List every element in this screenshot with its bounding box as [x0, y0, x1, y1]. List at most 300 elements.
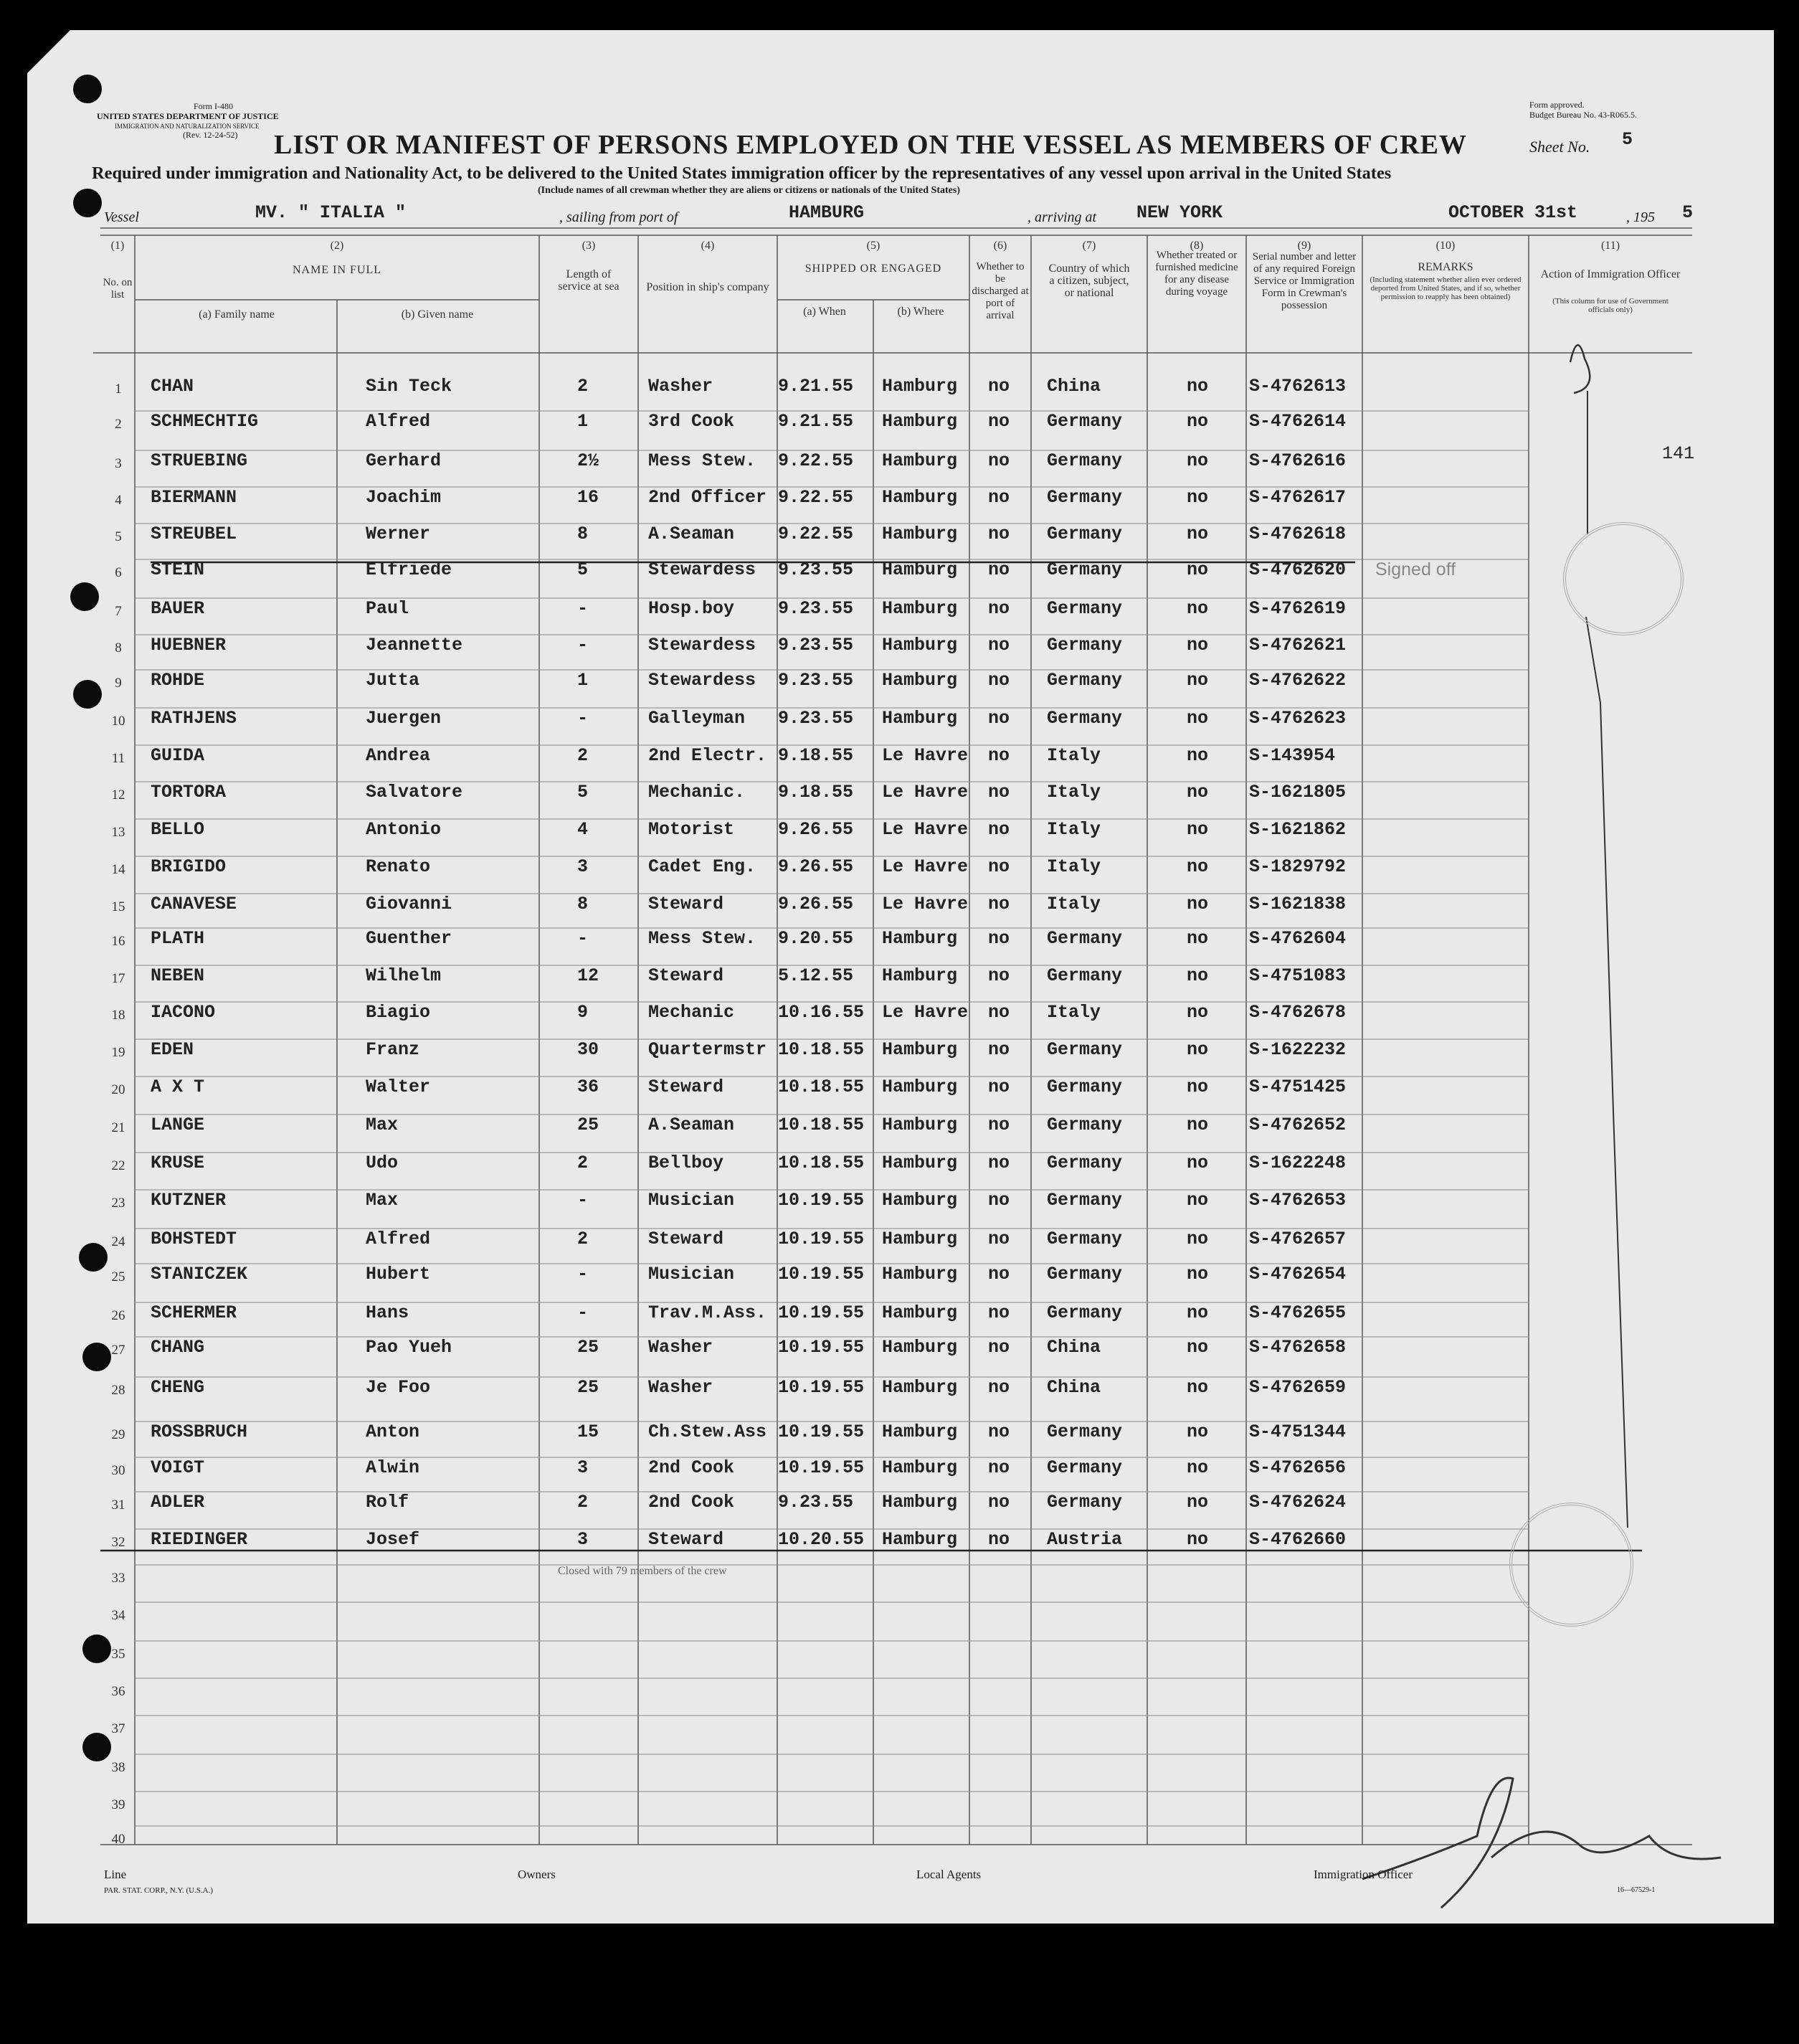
cell-position: Steward: [648, 1529, 724, 1550]
cell-serial-number: S-4762652: [1249, 1115, 1347, 1135]
cell-given-name: Josef: [366, 1529, 420, 1550]
cell-shipped-when: 9.21.55: [778, 376, 854, 397]
col-action-note: (This column for use of Government officials only): [1552, 297, 1669, 314]
cell-shipped-when: 10.19.55: [778, 1337, 865, 1358]
cell-serial-number: S-4762653: [1249, 1190, 1347, 1211]
cell-country: Germany: [1047, 487, 1123, 508]
cell-country: Germany: [1047, 928, 1123, 949]
cell-shipped-when: 9.22.55: [778, 487, 854, 508]
cell-serial-number: S-4762618: [1249, 524, 1347, 544]
cell-shipped-where: Hamburg: [882, 928, 958, 949]
cell-medicine: no: [1187, 928, 1209, 949]
printer-credit: PAR. STAT. CORP., N.Y. (U.S.A.): [104, 1886, 214, 1895]
cell-shipped-where: Le Havre: [882, 1002, 969, 1023]
cell-remarks: Signed off: [1375, 559, 1456, 579]
cell-given-name: Paul: [366, 598, 409, 619]
cell-position: Stewardess: [648, 559, 756, 580]
cell-discharged: no: [988, 1039, 1010, 1060]
cell-country: Italy: [1047, 1002, 1101, 1023]
page-title: LIST OR MANIFEST OF PERSONS EMPLOYED ON THE VESSEL AS MEMBERS OF CREW: [274, 130, 1467, 160]
row-number: 10: [111, 714, 125, 729]
cell-discharged: no: [988, 1229, 1010, 1249]
cell-shipped-when: 9.22.55: [778, 524, 854, 544]
cell-position: Washer: [648, 376, 713, 397]
cell-medicine: no: [1187, 1229, 1209, 1249]
col-family-header: (a) Family name: [199, 308, 275, 321]
cell-given-name: Guenther: [366, 928, 452, 949]
cell-given-name: Alwin: [366, 1457, 420, 1478]
cell-serial-number: S-1621862: [1249, 819, 1347, 840]
row-number: 21: [111, 1120, 125, 1135]
cell-position: 2nd Cook: [648, 1492, 735, 1513]
col-6-num: (6): [993, 240, 1007, 252]
cell-discharged: no: [988, 411, 1010, 432]
cell-given-name: Hubert: [366, 1264, 431, 1284]
cell-serial-number: S-4762659: [1249, 1377, 1347, 1398]
cell-country: China: [1047, 1337, 1101, 1358]
cell-country: Germany: [1047, 670, 1123, 691]
col-when-header: (a) When: [803, 306, 846, 318]
cell-length-of-service: 2: [577, 745, 589, 766]
row-number: 20: [111, 1082, 125, 1097]
cell-family-name: ROHDE: [151, 670, 205, 691]
cell-discharged: no: [988, 1421, 1010, 1442]
cell-family-name: BELLO: [151, 819, 205, 840]
cell-given-name: Franz: [366, 1039, 420, 1060]
row-number: 8: [115, 640, 122, 656]
cell-shipped-where: Hamburg: [882, 965, 958, 986]
cell-shipped-when: 9.26.55: [778, 856, 854, 877]
row-number: 25: [111, 1269, 125, 1284]
cell-family-name: GUIDA: [151, 745, 205, 766]
cell-given-name: Gerhard: [366, 450, 442, 471]
cell-given-name: Elfriede: [366, 559, 452, 580]
cell-country: Germany: [1047, 598, 1123, 619]
cell-family-name: SCHMECHTIG: [151, 411, 259, 432]
cell-discharged: no: [988, 1377, 1010, 1398]
cell-shipped-when: 10.20.55: [778, 1529, 865, 1550]
cell-given-name: Sin Teck: [366, 376, 452, 397]
cell-medicine: no: [1187, 708, 1209, 729]
cell-length-of-service: -: [577, 928, 589, 949]
row-number: 18: [111, 1008, 125, 1023]
cell-shipped-where: Hamburg: [882, 1302, 958, 1323]
cell-shipped-when: 10.19.55: [778, 1302, 865, 1323]
cell-discharged: no: [988, 745, 1010, 766]
cell-position: Mechanic.: [648, 782, 746, 803]
cell-length-of-service: -: [577, 708, 589, 729]
cell-family-name: ADLER: [151, 1492, 205, 1513]
cell-shipped-when: 9.23.55: [778, 708, 854, 729]
col-length-header: Length of service at sea: [558, 268, 620, 293]
cell-medicine: no: [1187, 524, 1209, 544]
col-1-num: (1): [110, 240, 125, 252]
cell-family-name: RATHJENS: [151, 708, 237, 729]
cell-discharged: no: [988, 856, 1010, 877]
cell-length-of-service: 30: [577, 1039, 599, 1060]
col-discharged-header: Whether to be discharged at port of arrival: [972, 261, 1029, 321]
cell-country: Germany: [1047, 1190, 1123, 1211]
cell-family-name: VOIGT: [151, 1457, 205, 1478]
cell-medicine: no: [1187, 1153, 1209, 1173]
cell-given-name: Giovanni: [366, 894, 452, 914]
arrival-date: OCTOBER 31st: [1448, 202, 1578, 223]
col-11-num: (11): [1600, 240, 1620, 252]
cell-position: Washer: [648, 1377, 713, 1398]
cell-country: Germany: [1047, 1457, 1123, 1478]
cell-given-name: Walter: [366, 1077, 431, 1097]
cell-medicine: no: [1187, 1529, 1209, 1550]
cell-shipped-where: Hamburg: [882, 635, 958, 656]
cell-family-name: NEBEN: [151, 965, 205, 986]
cell-length-of-service: -: [577, 635, 589, 656]
cell-length-of-service: 8: [577, 524, 589, 544]
cell-discharged: no: [988, 1492, 1010, 1513]
cell-medicine: no: [1187, 1492, 1209, 1513]
row-number: 27: [111, 1343, 125, 1358]
cell-family-name: CANAVESE: [151, 894, 237, 914]
cell-country: Germany: [1047, 1492, 1123, 1513]
row-number: 19: [111, 1045, 125, 1060]
row-number: 5: [115, 529, 122, 544]
cell-serial-number: S-143954: [1249, 745, 1336, 766]
cell-medicine: no: [1187, 856, 1209, 877]
cell-discharged: no: [988, 928, 1010, 949]
row-number: 4: [115, 493, 122, 508]
cell-country: Italy: [1047, 894, 1101, 914]
cell-serial-number: S-4762616: [1249, 450, 1347, 471]
cell-discharged: no: [988, 1457, 1010, 1478]
cell-medicine: no: [1187, 1264, 1209, 1284]
row-number: 12: [111, 787, 125, 803]
cell-given-name: Anton: [366, 1421, 420, 1442]
cell-discharged: no: [988, 1337, 1010, 1358]
cell-shipped-when: 10.19.55: [778, 1264, 865, 1284]
vessel-label: Vessel: [104, 209, 139, 225]
cell-serial-number: S-4762617: [1249, 487, 1347, 508]
cell-length-of-service: 2: [577, 376, 589, 397]
cell-length-of-service: 25: [577, 1377, 599, 1398]
side-number: 141: [1662, 443, 1695, 464]
cell-medicine: no: [1187, 559, 1209, 580]
col-2-num: (2): [330, 240, 344, 252]
cell-medicine: no: [1187, 635, 1209, 656]
cell-given-name: Alfred: [366, 411, 431, 432]
year-digit: 5: [1682, 202, 1694, 223]
cell-discharged: no: [988, 1302, 1010, 1323]
cell-country: Germany: [1047, 1153, 1123, 1173]
cell-shipped-where: Hamburg: [882, 1039, 958, 1060]
col-4-num: (4): [701, 240, 715, 252]
sheet-label: Sheet No.: [1529, 138, 1590, 156]
cell-medicine: no: [1187, 1190, 1209, 1211]
cell-shipped-when: 9.18.55: [778, 745, 854, 766]
row-number: 38: [111, 1760, 125, 1775]
immigration-stamp: [1563, 522, 1684, 635]
cell-length-of-service: 2: [577, 1153, 589, 1173]
col-remarks-note: (Including statement whether alien ever ordered deported from United States, and if so, whether permission to reapply has been obtained): [1370, 275, 1522, 301]
cell-serial-number: S-4762604: [1249, 928, 1347, 949]
port-from: HAMBURG: [789, 202, 865, 223]
row-number: 26: [111, 1308, 125, 1323]
cell-shipped-where: Le Havre: [882, 856, 969, 877]
col-shipped-header: SHIPPED OR ENGAGED: [804, 262, 942, 275]
cell-shipped-when: 9.18.55: [778, 782, 854, 803]
cell-medicine: no: [1187, 965, 1209, 986]
cell-length-of-service: 1: [577, 670, 589, 691]
cell-country: Germany: [1047, 450, 1123, 471]
cell-position: Steward: [648, 1077, 724, 1097]
cell-length-of-service: -: [577, 1302, 589, 1323]
cell-length-of-service: 16: [577, 487, 599, 508]
col-action-header: Action of Immigration Officer: [1540, 268, 1681, 280]
cell-shipped-when: 10.19.55: [778, 1377, 865, 1398]
cell-serial-number: S-1622248: [1249, 1153, 1347, 1173]
cell-discharged: no: [988, 450, 1010, 471]
cell-given-name: Hans: [366, 1302, 409, 1323]
cell-shipped-where: Hamburg: [882, 1264, 958, 1284]
cell-country: Germany: [1047, 965, 1123, 986]
cell-country: Germany: [1047, 411, 1123, 432]
cell-discharged: no: [988, 782, 1010, 803]
footer-owners-label: Owners: [518, 1868, 556, 1881]
cell-serial-number: S-1829792: [1249, 856, 1347, 877]
col-9-num: (9): [1297, 240, 1311, 252]
cell-position: Trav.M.Ass.: [648, 1302, 767, 1323]
col-name-header: NAME IN FULL: [293, 264, 381, 276]
cell-medicine: no: [1187, 1077, 1209, 1097]
cell-shipped-when: 9.23.55: [778, 559, 854, 580]
cell-given-name: Alfred: [366, 1229, 431, 1249]
row-number: 39: [111, 1797, 125, 1812]
row-number: 30: [111, 1463, 125, 1478]
cell-family-name: BRIGIDO: [151, 856, 227, 877]
row-number: 34: [111, 1608, 125, 1623]
cell-country: Germany: [1047, 1115, 1123, 1135]
cell-country: Germany: [1047, 559, 1123, 580]
cell-medicine: no: [1187, 894, 1209, 914]
cell-position: Stewardess: [648, 635, 756, 656]
row-number: 9: [115, 676, 122, 691]
cell-discharged: no: [988, 1153, 1010, 1173]
cell-country: Germany: [1047, 635, 1123, 656]
cell-shipped-when: 9.22.55: [778, 450, 854, 471]
cell-serial-number: S-4762622: [1249, 670, 1347, 691]
col-where-header: (b) Where: [897, 306, 944, 318]
cell-country: Italy: [1047, 745, 1101, 766]
cell-family-name: EDEN: [151, 1039, 194, 1060]
cell-given-name: Jutta: [366, 670, 420, 691]
col-position-header: Position in ship's company: [646, 281, 769, 293]
sheet-number: 5: [1622, 129, 1633, 150]
cell-given-name: Wilhelm: [366, 965, 442, 986]
cell-family-name: ROSSBRUCH: [151, 1421, 248, 1442]
cell-shipped-when: 9.23.55: [778, 1492, 854, 1513]
cell-shipped-where: Hamburg: [882, 1377, 958, 1398]
cell-country: Italy: [1047, 782, 1101, 803]
col-given-header: (b) Given name: [401, 308, 474, 321]
cell-country: Austria: [1047, 1529, 1123, 1550]
cell-position: A.Seaman: [648, 1115, 735, 1135]
cell-family-name: CHANG: [151, 1337, 205, 1358]
cell-country: Germany: [1047, 1039, 1123, 1060]
cell-serial-number: S-4762624: [1249, 1492, 1347, 1513]
cell-discharged: no: [988, 1002, 1010, 1023]
footer-line-label: Line: [104, 1868, 127, 1881]
cell-country: China: [1047, 1377, 1101, 1398]
cell-medicine: no: [1187, 1457, 1209, 1478]
arriving-label: , arriving at: [1027, 209, 1097, 225]
cell-family-name: TORTORA: [151, 782, 227, 803]
cell-shipped-where: Le Havre: [882, 819, 969, 840]
cell-length-of-service: 5: [577, 559, 589, 580]
cell-given-name: Pao Yueh: [366, 1337, 452, 1358]
col-no-header: No. on list: [103, 277, 133, 301]
row-number: 36: [111, 1684, 125, 1699]
row-number: 37: [111, 1721, 125, 1736]
cell-position: Mess Stew.: [648, 450, 756, 471]
cell-medicine: no: [1187, 1337, 1209, 1358]
cell-given-name: Juergen: [366, 708, 442, 729]
cell-serial-number: S-4762654: [1249, 1264, 1347, 1284]
cell-country: Italy: [1047, 819, 1101, 840]
subtitle: Required under immigration and Nationality Act, to be delivered to the United States immigration officer by the representatives of any vessel upon arrival in the United States: [92, 164, 1392, 183]
cell-medicine: no: [1187, 1302, 1209, 1323]
cell-shipped-when: 9.21.55: [778, 411, 854, 432]
cell-length-of-service: 12: [577, 965, 599, 986]
cell-serial-number: S-4762621: [1249, 635, 1347, 656]
cell-serial-number: S-1621805: [1249, 782, 1347, 803]
cell-length-of-service: 1: [577, 411, 589, 432]
row-number: 16: [111, 934, 125, 949]
col-serial-header: Serial number and letter of any required Foreign Service or Immigration Form in Crewman's possession: [1252, 251, 1357, 311]
cell-discharged: no: [988, 965, 1010, 986]
cell-shipped-when: 10.19.55: [778, 1457, 865, 1478]
cell-shipped-where: Hamburg: [882, 1337, 958, 1358]
cell-discharged: no: [988, 524, 1010, 544]
cell-given-name: Rolf: [366, 1492, 409, 1513]
cell-medicine: no: [1187, 487, 1209, 508]
service: IMMIGRATION AND NATURALIZATION SERVICE: [115, 123, 260, 130]
cell-country: Germany: [1047, 1264, 1123, 1284]
row-number: 24: [111, 1234, 125, 1249]
row-number: 11: [111, 751, 125, 766]
cell-given-name: Antonio: [366, 819, 442, 840]
cell-serial-number: S-1622232: [1249, 1039, 1347, 1060]
cell-discharged: no: [988, 1115, 1010, 1135]
cell-shipped-when: 9.23.55: [778, 670, 854, 691]
cell-shipped-when: 10.18.55: [778, 1115, 865, 1135]
cell-shipped-where: Le Havre: [882, 894, 969, 914]
col-5-num: (5): [866, 240, 880, 252]
cell-shipped-when: 9.23.55: [778, 635, 854, 656]
cell-length-of-service: -: [577, 1264, 589, 1284]
year-prefix: , 195: [1626, 209, 1655, 225]
cell-discharged: no: [988, 1529, 1010, 1550]
cell-shipped-where: Hamburg: [882, 1190, 958, 1211]
department: UNITED STATES DEPARTMENT OF JUSTICE: [97, 111, 279, 121]
row-number: 17: [111, 971, 125, 986]
cell-country: China: [1047, 376, 1101, 397]
cell-shipped-when: 10.19.55: [778, 1421, 865, 1442]
cell-medicine: no: [1187, 1115, 1209, 1135]
cell-given-name: Salvatore: [366, 782, 463, 803]
row-number: 6: [115, 565, 122, 580]
cell-family-name: A X T: [151, 1077, 205, 1097]
cell-shipped-when: 10.19.55: [778, 1229, 865, 1249]
cell-serial-number: S-4762613: [1249, 376, 1347, 397]
cell-shipped-where: Hamburg: [882, 1077, 958, 1097]
form-number: Form I-480: [194, 101, 233, 111]
row-number: 35: [111, 1647, 125, 1662]
row-number: 22: [111, 1158, 125, 1173]
cell-family-name: STRUEBING: [151, 450, 248, 471]
cell-family-name: HUEBNER: [151, 635, 227, 656]
cell-discharged: no: [988, 559, 1010, 580]
cell-discharged: no: [988, 598, 1010, 619]
cell-shipped-where: Le Havre: [882, 745, 969, 766]
row-number: 14: [111, 862, 125, 877]
cell-medicine: no: [1187, 411, 1209, 432]
cell-country: Germany: [1047, 1077, 1123, 1097]
cell-shipped-when: 10.18.55: [778, 1039, 865, 1060]
cell-serial-number: S-4762623: [1249, 708, 1347, 729]
cell-position: 2nd Officer: [648, 487, 767, 508]
cell-country: Germany: [1047, 708, 1123, 729]
cell-family-name: BIERMANN: [151, 487, 237, 508]
cell-medicine: no: [1187, 782, 1209, 803]
row-number: 2: [115, 417, 122, 432]
cell-shipped-where: Hamburg: [882, 487, 958, 508]
cell-length-of-service: 15: [577, 1421, 599, 1442]
cell-shipped-where: Hamburg: [882, 1529, 958, 1550]
cell-position: Hosp.boy: [648, 598, 735, 619]
cell-medicine: no: [1187, 670, 1209, 691]
cell-shipped-when: 5.12.55: [778, 965, 854, 986]
cell-family-name: SCHERMER: [151, 1302, 237, 1323]
cell-serial-number: S-4751425: [1249, 1077, 1347, 1097]
cell-family-name: RIEDINGER: [151, 1529, 248, 1550]
cell-shipped-when: 10.18.55: [778, 1153, 865, 1173]
cell-length-of-service: 36: [577, 1077, 599, 1097]
cell-shipped-where: Hamburg: [882, 598, 958, 619]
cell-length-of-service: 2: [577, 1229, 589, 1249]
cell-shipped-where: Hamburg: [882, 1229, 958, 1249]
row-number: 31: [111, 1497, 125, 1513]
cell-serial-number: S-4751344: [1249, 1421, 1347, 1442]
row-number: 3: [115, 456, 122, 471]
cell-length-of-service: -: [577, 1190, 589, 1211]
cell-medicine: no: [1187, 1377, 1209, 1398]
cell-family-name: STEIN: [151, 559, 205, 580]
cell-discharged: no: [988, 819, 1010, 840]
col-7-num: (7): [1082, 240, 1096, 252]
cell-position: A.Seaman: [648, 524, 735, 544]
cell-shipped-when: 10.18.55: [778, 1077, 865, 1097]
cell-shipped-where: Hamburg: [882, 1153, 958, 1173]
cell-country: Germany: [1047, 1229, 1123, 1249]
row-number: 15: [111, 899, 125, 914]
row-number: 28: [111, 1383, 125, 1398]
cell-shipped-where: Hamburg: [882, 670, 958, 691]
cell-family-name: STREUBEL: [151, 524, 237, 544]
cell-position: Steward: [648, 894, 724, 914]
cell-length-of-service: 2: [577, 1492, 589, 1513]
cell-position: Steward: [648, 965, 724, 986]
cell-position: Quartermstr: [648, 1039, 767, 1060]
cell-given-name: Biagio: [366, 1002, 431, 1023]
cell-given-name: Jeannette: [366, 635, 463, 656]
